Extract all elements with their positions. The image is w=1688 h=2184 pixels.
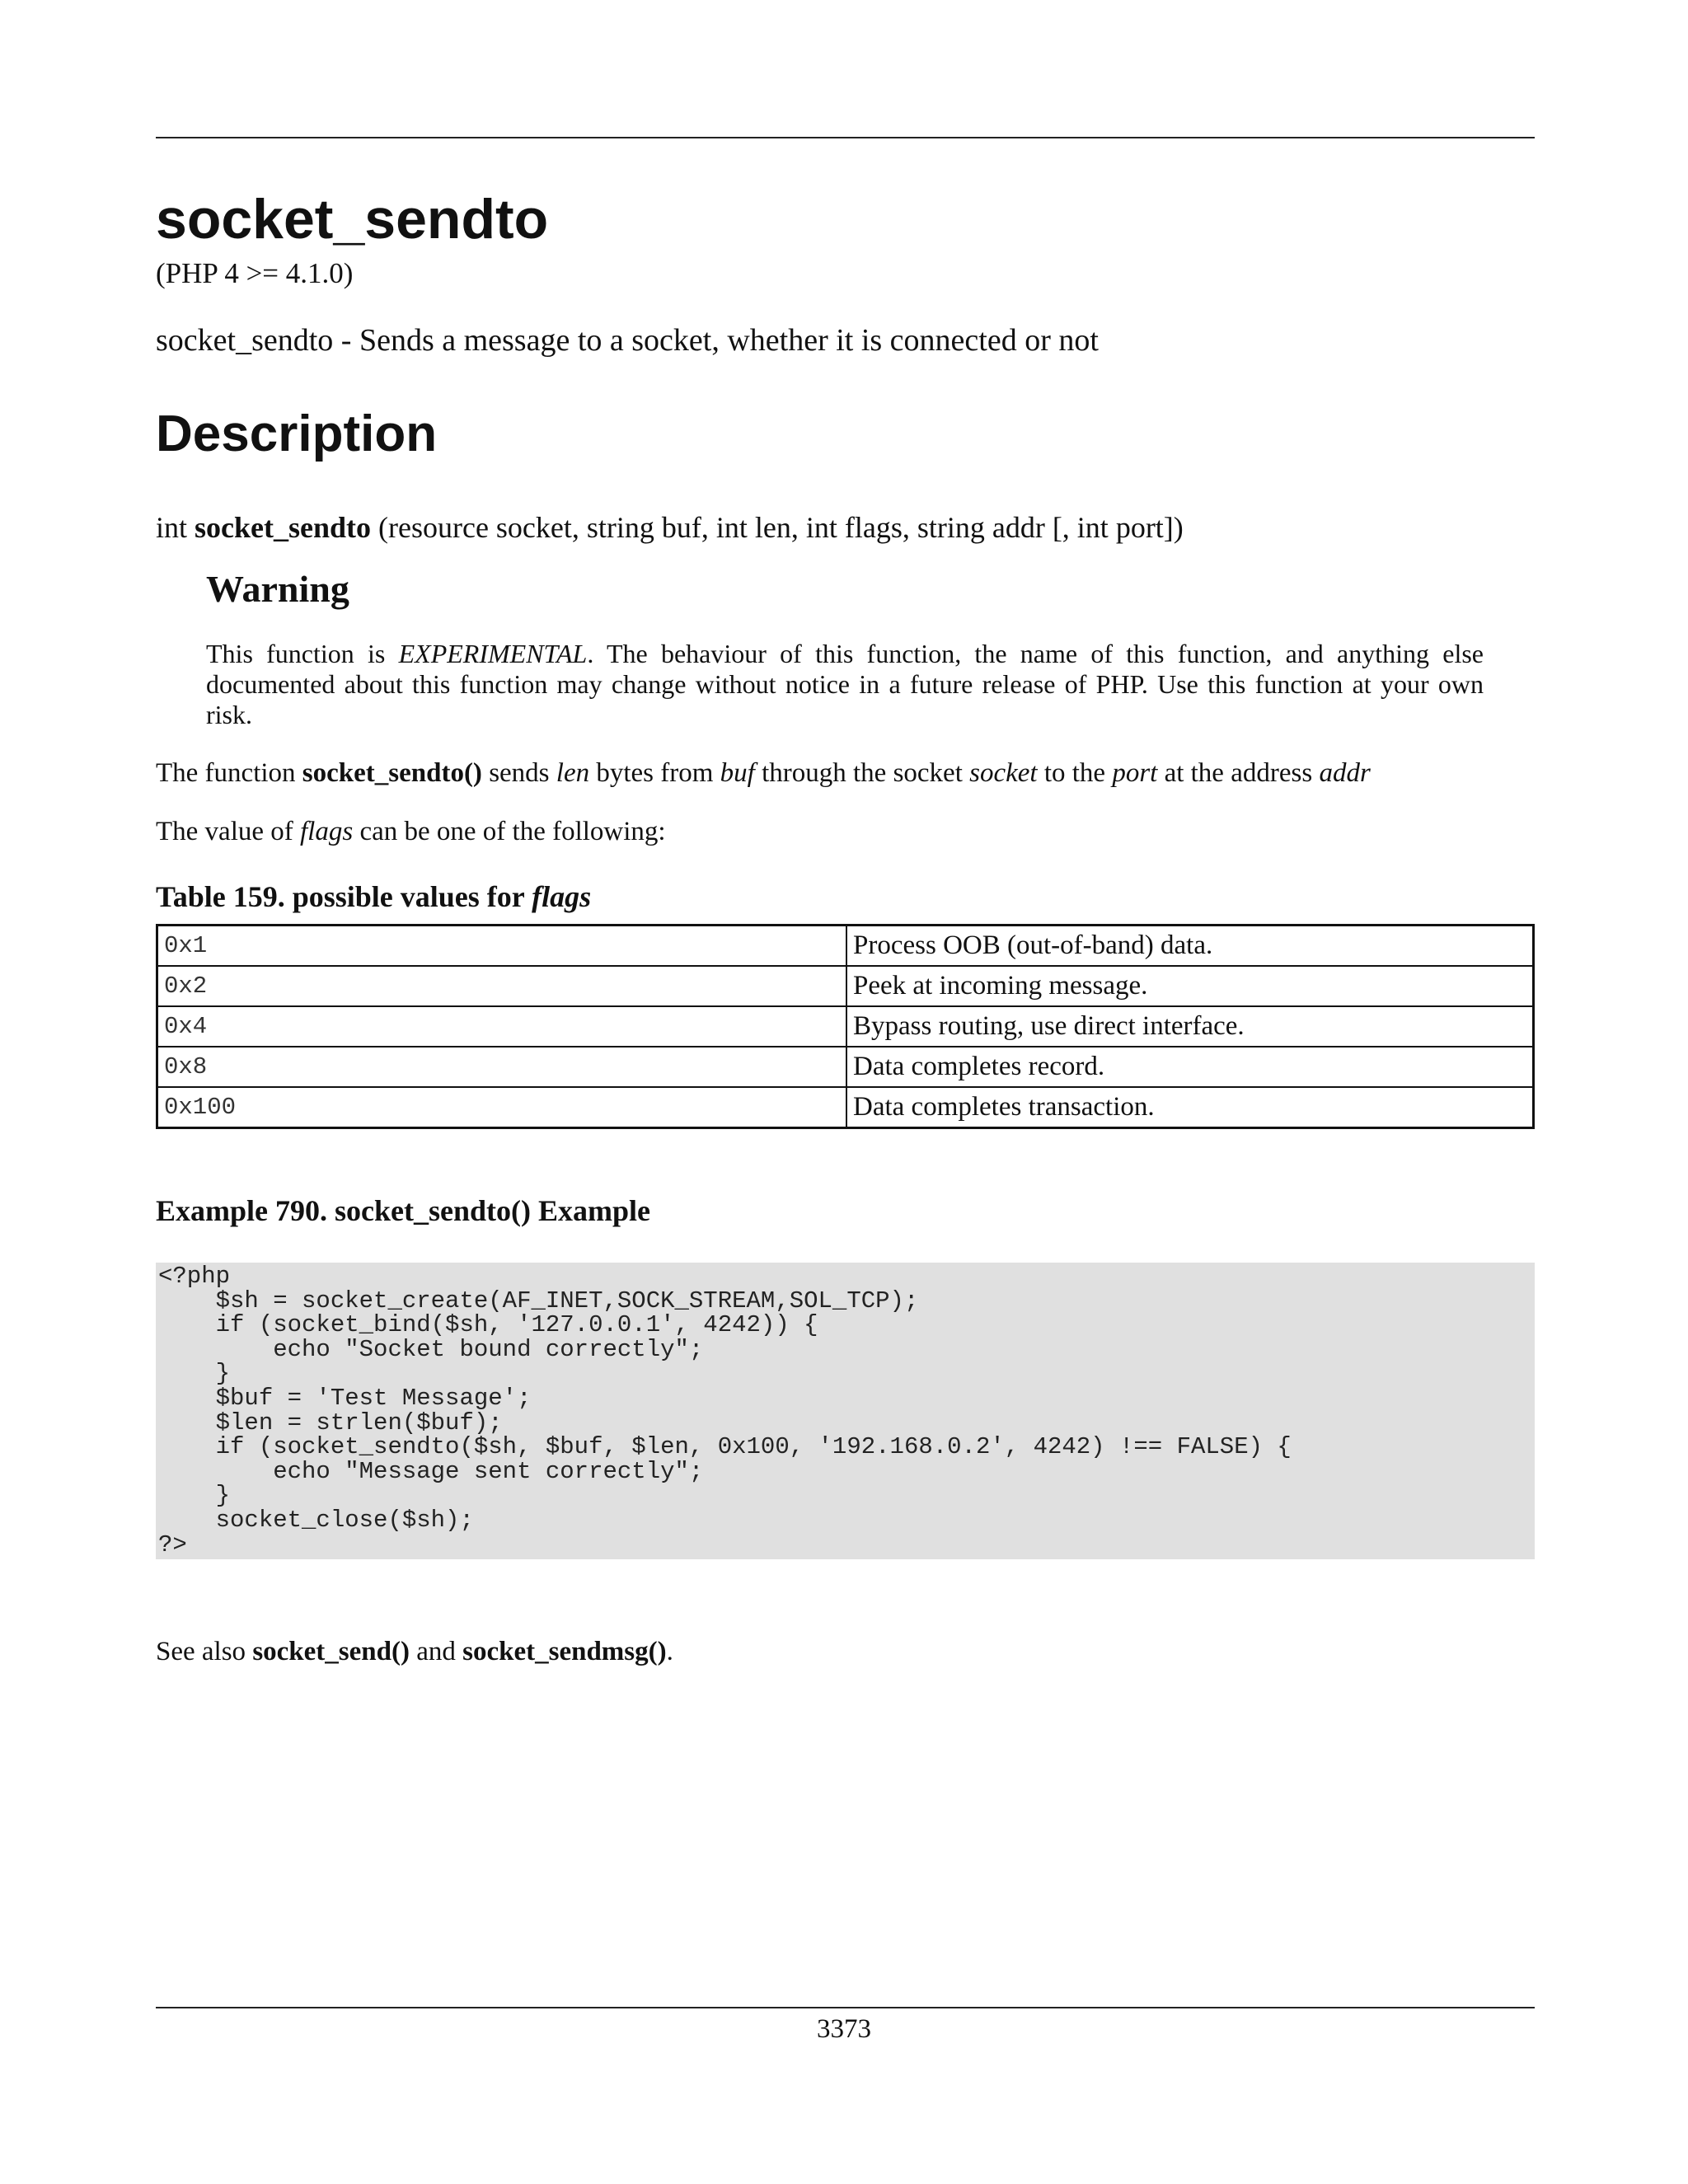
- table-row: [157, 1087, 1534, 1128]
- synopsis-return-type: int: [156, 511, 195, 544]
- warning-text-before: This function is: [206, 639, 399, 668]
- see-also-link-socket-sendmsg[interactable]: socket_sendmsg(): [462, 1637, 667, 1666]
- table-caption-text: Table 159. possible values for: [156, 880, 532, 913]
- param-flags: flags: [300, 817, 354, 846]
- table-row: [157, 926, 1534, 967]
- param-addr: addr: [1319, 758, 1371, 788]
- function-purpose: socket_sendto - Sends a message to a socket, whether it is connected or not: [156, 323, 1099, 358]
- param-socket: socket: [969, 758, 1038, 788]
- table-caption-emphasis: flags: [532, 880, 592, 913]
- flag-code-cell: 0x8: [157, 1047, 847, 1087]
- flag-description-cell: Data completes transaction.: [846, 1087, 1534, 1128]
- see-also-text: See also: [156, 1637, 253, 1666]
- table-caption: [156, 879, 591, 915]
- example-title: Example 790. socket_sendto() Example: [156, 1194, 650, 1227]
- flag-description-cell: Process OOB (out-of-band) data.: [846, 926, 1534, 967]
- page-number: 3373: [817, 2014, 871, 2044]
- header-rule: [156, 137, 1535, 138]
- function-synopsis: [156, 510, 1184, 546]
- flags-table: [156, 924, 1535, 1129]
- see-also: [156, 1636, 673, 1669]
- page-title: socket_sendto: [156, 188, 549, 251]
- paragraph-text: The value of: [156, 817, 301, 846]
- paragraph-text: sends: [481, 758, 556, 788]
- flag-code-cell: 0x100: [157, 1087, 847, 1128]
- example-code-block: <?php $sh = socket_create(AF_INET,SOCK_STREAM,SOL_TCP); if (socket_bind($sh, '127.0.0.1', 4242)) { echo "Socket bound correctly"; } $buf = 'Test Message'; $len = strlen($buf); if (socket_sendto($sh, $buf, $len, 0x100, '192.168.0.2', 4242) !== FALSE) { echo "Message sent correctly"; } socket_close($sh); ?>: [156, 1263, 1535, 1559]
- function-reference: socket_sendto(): [302, 758, 482, 788]
- synopsis-params: (resource socket, string buf, int len, int flags, string addr [, int port]): [371, 511, 1184, 544]
- see-also-link-socket-send[interactable]: socket_send(): [252, 1637, 410, 1666]
- warning-text: [206, 639, 1484, 730]
- paragraph-text: to the: [1037, 758, 1113, 788]
- sendto-paragraph: [156, 757, 1371, 790]
- paragraph-text: can be one of the following:: [353, 817, 666, 846]
- footer-rule: [156, 2007, 1535, 2008]
- paragraph-text: through the socket: [754, 758, 970, 788]
- flags-paragraph: [156, 816, 666, 849]
- table-row: [157, 966, 1534, 1006]
- table-row: [157, 1006, 1534, 1047]
- warning-text-after: . The behaviour of this function, the name of this function, and anything else documented about this function may change without notice in a future release of PHP. Use this function at your own risk.: [206, 639, 1484, 729]
- warning-title: Warning: [206, 568, 349, 610]
- flag-code-cell: 0x2: [157, 966, 847, 1006]
- flag-code-cell: 0x1: [157, 926, 847, 967]
- paragraph-text: The function: [156, 758, 302, 788]
- see-also-text: .: [666, 1637, 673, 1666]
- version-info: (PHP 4 >= 4.1.0): [156, 257, 354, 289]
- synopsis-function-name: socket_sendto: [195, 511, 372, 544]
- param-port: port: [1112, 758, 1158, 788]
- flag-code-cell: 0x4: [157, 1006, 847, 1047]
- flag-description-cell: Peek at incoming message.: [846, 966, 1534, 1006]
- flag-description-cell: Bypass routing, use direct interface.: [846, 1006, 1534, 1047]
- paragraph-text: bytes from: [589, 758, 720, 788]
- flag-description-cell: Data completes record.: [846, 1047, 1534, 1087]
- warning-emphasis: EXPERIMENTAL: [398, 639, 588, 668]
- paragraph-text: at the address: [1157, 758, 1320, 788]
- table-row: [157, 1047, 1534, 1087]
- param-buf: buf: [720, 758, 755, 788]
- see-also-text: and: [409, 1637, 463, 1666]
- param-len: len: [556, 758, 590, 788]
- description-heading: Description: [156, 405, 438, 462]
